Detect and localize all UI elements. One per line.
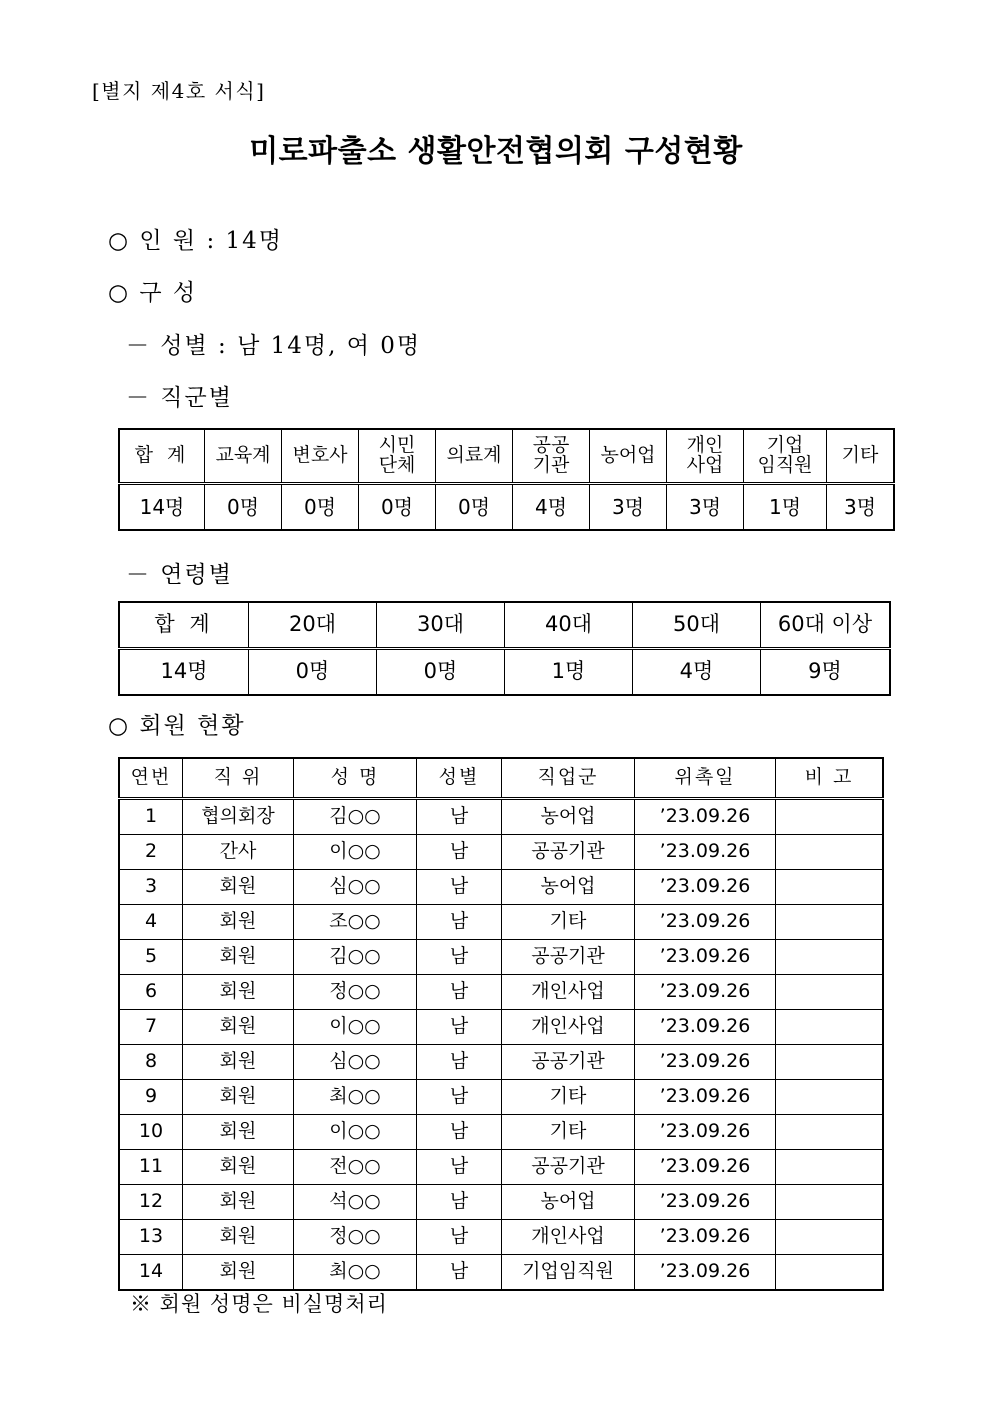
jobgroup-value-cell: 0명 [436,484,513,531]
form-number-tag: [별지 제4호 서식] [92,79,266,103]
table-row [119,1045,883,1080]
member-cell-jobgroup: 개인사업 [502,1220,635,1255]
member-cell-date: ’23.09.26 [635,1045,776,1080]
member-cell-remark [776,1220,884,1255]
member-cell-position: 회원 [183,1115,294,1150]
member-cell-gender: 남 [417,905,502,940]
member-cell-name: 이○○ [294,1115,417,1150]
jobgroup-value-cell: 14명 [119,484,205,531]
member-cell-no: 3 [119,870,183,905]
member-cell-gender: 남 [417,1080,502,1115]
jobgroup-header-cell: 농어업 [590,429,667,484]
table-row [119,1010,883,1045]
member-cell-gender: 남 [417,975,502,1010]
jobgroup-value-cell: 3명 [827,484,895,531]
age-table-header-row [119,602,890,649]
member-header-date: 위촉일 [635,758,776,799]
member-cell-remark [776,905,884,940]
footnote: ※ 회원 성명은 비실명처리 [130,1292,388,1316]
member-cell-gender: 남 [417,1220,502,1255]
age-header-cell: 60대 이상 [761,602,891,649]
member-table-body [119,799,883,1291]
table-row [119,1220,883,1255]
member-cell-jobgroup: 기업임직원 [502,1255,635,1291]
member-cell-jobgroup: 기타 [502,905,635,940]
jobgroup-header-cell: 공공 기관 [513,429,590,484]
age-table-value-row [119,649,890,696]
age-value-cell: 9명 [761,649,891,696]
member-cell-position: 간사 [183,835,294,870]
member-cell-remark [776,1045,884,1080]
member-header-remark: 비 고 [776,758,884,799]
member-cell-jobgroup: 공공기관 [502,835,635,870]
member-cell-remark [776,870,884,905]
table-row [119,1185,883,1220]
jobgroup-header-cell: 교육계 [205,429,282,484]
member-cell-remark [776,1185,884,1220]
table-row [119,870,883,905]
member-cell-position: 협의회장 [183,799,294,835]
member-cell-position: 회원 [183,940,294,975]
member-cell-remark [776,1080,884,1115]
member-cell-name: 김○○ [294,940,417,975]
member-cell-position: 회원 [183,1080,294,1115]
member-cell-jobgroup: 공공기관 [502,940,635,975]
member-cell-name: 조○○ [294,905,417,940]
member-cell-no: 10 [119,1115,183,1150]
member-cell-date: ’23.09.26 [635,1010,776,1045]
age-header-cell: 합 계 [119,602,249,649]
member-cell-date: ’23.09.26 [635,905,776,940]
table-row [119,1080,883,1115]
member-cell-remark [776,799,884,835]
table-row [119,975,883,1010]
age-header-cell: 40대 [505,602,633,649]
member-cell-gender: 남 [417,835,502,870]
member-cell-name: 석○○ [294,1185,417,1220]
member-cell-gender: 남 [417,1010,502,1045]
member-cell-name: 최○○ [294,1080,417,1115]
jobgroup-header-cell: 합 계 [119,429,205,484]
jobgroup-value-cell: 3명 [667,484,744,531]
member-cell-position: 회원 [183,975,294,1010]
table-row [119,905,883,940]
jobgroup-value-cell: 0명 [282,484,359,531]
table-row [119,799,883,835]
member-cell-no: 1 [119,799,183,835]
jobgroup-value-cell: 4명 [513,484,590,531]
member-cell-jobgroup: 농어업 [502,799,635,835]
member-cell-date: ’23.09.26 [635,1255,776,1291]
member-cell-remark [776,1255,884,1291]
member-cell-no: 9 [119,1080,183,1115]
member-cell-no: 5 [119,940,183,975]
member-cell-gender: 남 [417,1185,502,1220]
age-value-cell: 14명 [119,649,249,696]
jobgroup-value-cell: 0명 [205,484,282,531]
member-cell-position: 회원 [183,1150,294,1185]
member-cell-gender: 남 [417,1115,502,1150]
jobgroup-header-cell: 개인 사업 [667,429,744,484]
member-cell-no: 4 [119,905,183,940]
member-cell-no: 2 [119,835,183,870]
age-value-cell: 0명 [377,649,505,696]
member-cell-position: 회원 [183,870,294,905]
member-cell-remark [776,975,884,1010]
jobgroup-header-cell: 기업 임직원 [744,429,827,484]
member-header-jobgroup: 직업군 [502,758,635,799]
member-cell-remark [776,1115,884,1150]
member-cell-name: 심○○ [294,870,417,905]
member-cell-jobgroup: 개인사업 [502,975,635,1010]
age-value-cell: 1명 [505,649,633,696]
member-cell-position: 회원 [183,1185,294,1220]
member-header-name: 성 명 [294,758,417,799]
member-cell-no: 13 [119,1220,183,1255]
jobgroup-table-value-row [119,484,894,531]
member-cell-jobgroup: 공공기관 [502,1150,635,1185]
member-cell-remark [776,1010,884,1045]
bullet-headcount: ○ 인 원 : 14명 [108,228,283,254]
jobgroup-header-cell: 시민 단체 [359,429,436,484]
member-cell-date: ’23.09.26 [635,940,776,975]
member-cell-position: 회원 [183,1255,294,1291]
member-cell-no: 7 [119,1010,183,1045]
bullet-by-gender: － 성별 : 남 14명, 여 0명 [126,333,422,359]
member-cell-position: 회원 [183,1045,294,1080]
jobgroup-value-cell: 0명 [359,484,436,531]
member-cell-jobgroup: 개인사업 [502,1010,635,1045]
member-cell-date: ’23.09.26 [635,1115,776,1150]
member-cell-name: 정○○ [294,1220,417,1255]
jobgroup-header-cell: 의료계 [436,429,513,484]
member-cell-date: ’23.09.26 [635,1080,776,1115]
member-cell-date: ’23.09.26 [635,1185,776,1220]
member-cell-no: 11 [119,1150,183,1185]
member-cell-jobgroup: 농어업 [502,1185,635,1220]
member-cell-name: 이○○ [294,835,417,870]
member-table [118,757,884,1291]
jobgroup-value-cell: 1명 [744,484,827,531]
page-title: 미로파출소 생활안전협의회 구성현황 [249,134,743,169]
member-cell-no: 6 [119,975,183,1010]
member-header-position: 직 위 [183,758,294,799]
member-cell-name: 정○○ [294,975,417,1010]
member-cell-date: ’23.09.26 [635,1150,776,1185]
jobgroup-header-cell: 기타 [827,429,895,484]
bullet-member-status: ○ 회원 현황 [108,713,246,739]
age-header-cell: 20대 [249,602,377,649]
member-cell-name: 이○○ [294,1010,417,1045]
member-cell-position: 회원 [183,905,294,940]
member-cell-date: ’23.09.26 [635,799,776,835]
table-row [119,1150,883,1185]
member-cell-name: 김○○ [294,799,417,835]
member-cell-jobgroup: 농어업 [502,870,635,905]
member-cell-no: 8 [119,1045,183,1080]
age-table [118,601,891,696]
age-header-cell: 30대 [377,602,505,649]
member-cell-remark [776,835,884,870]
member-cell-gender: 남 [417,870,502,905]
table-row [119,1255,883,1291]
member-cell-remark [776,1150,884,1185]
member-cell-remark [776,940,884,975]
age-value-cell: 4명 [633,649,761,696]
member-cell-name: 전○○ [294,1150,417,1185]
member-cell-name: 최○○ [294,1255,417,1291]
table-row [119,1115,883,1150]
member-cell-position: 회원 [183,1220,294,1255]
member-cell-date: ’23.09.26 [635,870,776,905]
bullet-by-age: － 연령별 [126,562,233,588]
member-cell-no: 12 [119,1185,183,1220]
age-header-cell: 50대 [633,602,761,649]
member-cell-date: ’23.09.26 [635,975,776,1010]
member-cell-date: ’23.09.26 [635,835,776,870]
jobgroup-table [118,428,895,531]
jobgroup-table-header-row [119,429,894,484]
bullet-by-jobgroup: － 직군별 [126,385,233,411]
member-cell-gender: 남 [417,1255,502,1291]
table-row [119,940,883,975]
bullet-composition: ○ 구 성 [108,280,198,306]
member-header-gender: 성별 [417,758,502,799]
member-cell-jobgroup: 기타 [502,1080,635,1115]
member-header-no: 연번 [119,758,183,799]
member-cell-date: ’23.09.26 [635,1220,776,1255]
age-value-cell: 0명 [249,649,377,696]
table-row [119,835,883,870]
member-cell-gender: 남 [417,1150,502,1185]
jobgroup-value-cell: 3명 [590,484,667,531]
member-cell-jobgroup: 기타 [502,1115,635,1150]
member-cell-gender: 남 [417,1045,502,1080]
member-cell-gender: 남 [417,940,502,975]
member-cell-name: 심○○ [294,1045,417,1080]
member-cell-no: 14 [119,1255,183,1291]
member-cell-gender: 남 [417,799,502,835]
member-cell-jobgroup: 공공기관 [502,1045,635,1080]
member-table-header-row [119,758,883,799]
jobgroup-header-cell: 변호사 [282,429,359,484]
member-cell-position: 회원 [183,1010,294,1045]
